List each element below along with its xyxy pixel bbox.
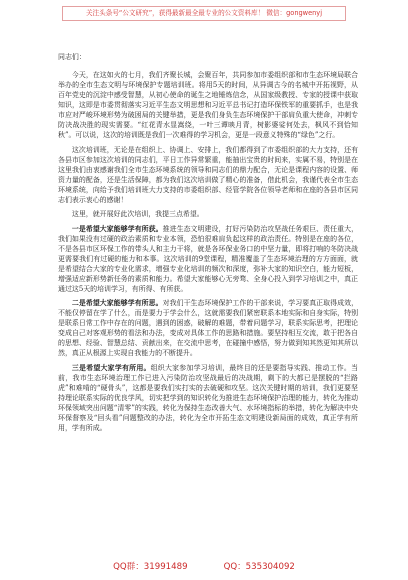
paragraph-intro: 今天，在这如火的七月，我们齐聚长城，会聚百年，共同参加市委组织部和市生态环境局联合举办的全市生态文明与环境保护专题培训班。将用5天的时间，从异调古今的名城中开拓视野，从百年党史的沉淀中感受智慧，从初心使命的诞生之地锤炼信念，从国家级教授、专家的授课中获取知识，这即是市委贯彻落实习近平生态文明思想和习近平总书记打造环保铁军的重要抓手，也是我市应对严峻环境形势为破困局的关键举措，更是我们身负生态环境保护干部肩负重大使命，冲刺专防决战决胜的现实需要。“红花青水显嵩绕，一叶三谭映月青，树影婆娑何处去，枫风不到恰知秋”。可以说，这次的培训既是我们一次难得的学习机会，更是一段意义特殊的“绿色”之行。 bbox=[58, 71, 358, 139]
paragraph-hope-one bbox=[58, 224, 358, 294]
paragraph-thanks: 这次培训班，无论是在组织上、协调上、安排上，我们都得到了市委组织部的大力支持，还有各县市区参加这次培训的同志们，平日工作异常繁重，能抽出宝贵的时间来，实属不易，特别是在这里我们由衷感谢我们全市生态环境系统的领导和同志们的鼎力配合，无论是课程内容的设置、师资力量的配备，还是生活保障，都为我们这次培训做了精心的准备，借此机会，我谨代表全市生态环境系统，向给予我们培训班大力支持的市委组织部、经管学院各位领导老师和在座的各县市区同志们表示衷心的感谢！ bbox=[58, 145, 358, 204]
document-body bbox=[58, 52, 358, 437]
footer-qq: QQ：535304092 bbox=[223, 562, 295, 572]
paragraph-hopes: 这里，就开展好此次培训，我提三点希望。 bbox=[71, 210, 204, 218]
hope-one-heading: 一是希望大家能够学有所获。 bbox=[71, 223, 163, 233]
paragraph-hope-two bbox=[58, 298, 358, 358]
header-banner: 关注头条号“公文研究”，获得最新最全最专业的公文资料库！ 微信：gongwenyj bbox=[62, 6, 346, 21]
paragraph-hope-three bbox=[58, 363, 358, 433]
hope-three-text: 组织大家参加学习培训，最终目的还是要指导实践、推动工作。当前，我市生态环境治理工作已进入污染防治攻坚战最后的决战期，剩下的大都已是摆脱的“拦路虎”和难啃的“硬骨头”，这都是要我们实打实的去破硬和攻坚。这次关键时期的培训，我们更要坚持理论联系实际的优良学风，切实把学到的知识转化为推进生态环境保护治理的能力，转化为推动环保领域突出问题“清零”的实践，转化为保持生态改善大气、水环境指标的举措，转化为解决中央环保督察及“回头看”问题整改的办法，转化为全市开拓生态文明建设新局面的成效，真正学有所用，学有所成。 bbox=[58, 363, 359, 432]
hope-two-heading: 二是希望大家能够学有所思。 bbox=[71, 298, 163, 307]
footer-contact bbox=[0, 560, 408, 572]
hope-three-heading: 三是希望大家学有所用。 bbox=[71, 362, 151, 372]
hope-one-text: 推进生态文明建设，打好污染防治攻坚战任务艰巨、责任重大，我们如果没有过硬的政治素质和专业本领，恐怕很难肩负起这样的政治责任。特别是在座的各位，不是各县市区环保工作的带头人和主力干将，就是各环保业务口的中坚力量，即将打响的冬防决战更需要我们有过硬的能力和本事。这次培训的9堂课程，精准覆盖了生态环境治理的方方面面，就是希望结合大家的专业化需求，增强专业化培训的频次和深度，弥补大家的知识空白，能力短板，增强适应新形势新任务的素质和能力。希望大家能够心无旁骛、全身心投入到学习培训之中，真正通过这5天的培训学习，有所得、有所获。 bbox=[58, 224, 359, 293]
footer-qq-group: QQ群：31991489 bbox=[113, 562, 188, 572]
salutation: 同志们： bbox=[58, 53, 86, 61]
hope-two-text: 对我们干生态环境保护工作的干部来说，学习要真正取得成效，不能仅停留在学了什么，而是要力于学会什么，这就需要我们紧密联系本地实际和自身实际，特别是联系日常工作中存在的问题，遇到的困惑，破解的难题，带着问题学习，联系实际思考，把理论变成自己对客观形势的看法和办法，变成对具体工作的思路和措施。要坚持相互交流，敢于把各自的思想、经验、智慧总结、贡献出来，在交流中思考，在碰撞中感悟，努力做到知其然更知其所以然，真正从根源上实现自我能力的不断提升。 bbox=[58, 299, 359, 357]
